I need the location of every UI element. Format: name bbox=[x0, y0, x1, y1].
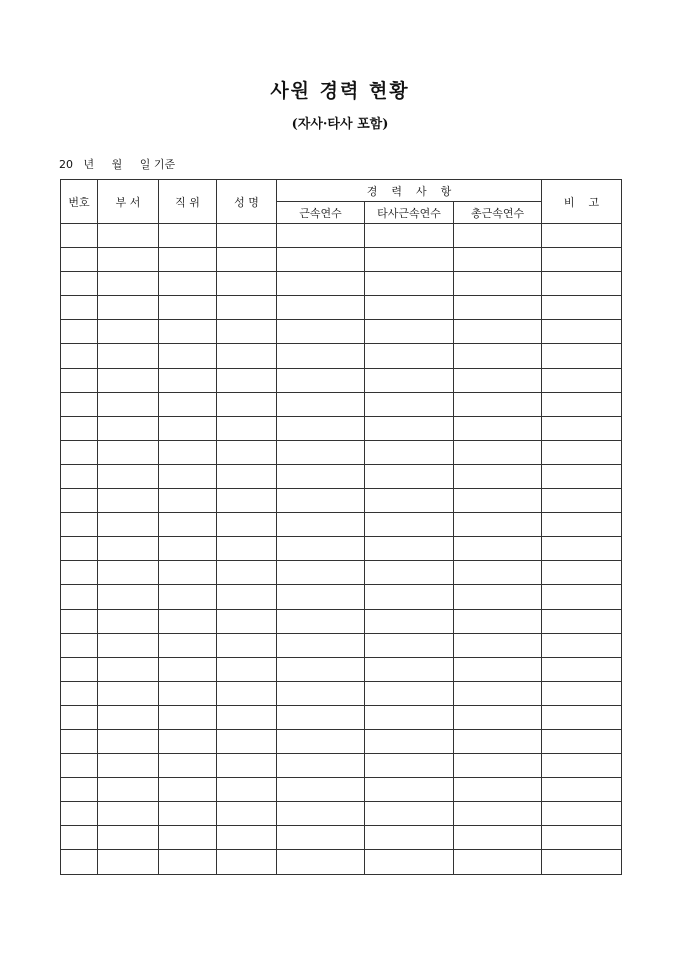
cell-number bbox=[61, 224, 98, 248]
cell-remarks bbox=[542, 272, 622, 296]
cell-other-years bbox=[365, 633, 454, 657]
cell-department bbox=[98, 296, 159, 320]
cell-total-years bbox=[454, 850, 542, 874]
cell-position bbox=[159, 681, 217, 705]
cell-total-years bbox=[454, 754, 542, 778]
table-row bbox=[61, 657, 622, 681]
cell-name bbox=[217, 489, 277, 513]
cell-total-years bbox=[454, 368, 542, 392]
cell-own-years bbox=[277, 392, 365, 416]
cell-remarks bbox=[542, 609, 622, 633]
cell-position bbox=[159, 802, 217, 826]
cell-department bbox=[98, 440, 159, 464]
cell-name bbox=[217, 248, 277, 272]
cell-department bbox=[98, 272, 159, 296]
cell-department bbox=[98, 705, 159, 729]
table-row bbox=[61, 368, 622, 392]
cell-own-years bbox=[277, 657, 365, 681]
cell-own-years bbox=[277, 464, 365, 488]
cell-department bbox=[98, 802, 159, 826]
cell-department bbox=[98, 633, 159, 657]
cell-total-years bbox=[454, 320, 542, 344]
header-own-service-years: 근속연수 bbox=[277, 202, 365, 224]
reference-date-line: 20 년 월 일 기준 bbox=[59, 158, 176, 171]
cell-department bbox=[98, 489, 159, 513]
table-row bbox=[61, 344, 622, 368]
cell-total-years bbox=[454, 489, 542, 513]
table-row bbox=[61, 729, 622, 753]
cell-position bbox=[159, 537, 217, 561]
cell-number bbox=[61, 681, 98, 705]
cell-department bbox=[98, 729, 159, 753]
cell-name bbox=[217, 754, 277, 778]
cell-own-years bbox=[277, 489, 365, 513]
cell-other-years bbox=[365, 368, 454, 392]
cell-other-years bbox=[365, 272, 454, 296]
cell-remarks bbox=[542, 561, 622, 585]
table-row bbox=[61, 513, 622, 537]
cell-number bbox=[61, 464, 98, 488]
cell-remarks bbox=[542, 681, 622, 705]
cell-total-years bbox=[454, 344, 542, 368]
table-row bbox=[61, 754, 622, 778]
cell-own-years bbox=[277, 705, 365, 729]
cell-name bbox=[217, 320, 277, 344]
cell-own-years bbox=[277, 754, 365, 778]
cell-number bbox=[61, 705, 98, 729]
cell-name bbox=[217, 537, 277, 561]
cell-total-years bbox=[454, 705, 542, 729]
cell-total-years bbox=[454, 272, 542, 296]
cell-name bbox=[217, 585, 277, 609]
table-row bbox=[61, 705, 622, 729]
cell-position bbox=[159, 826, 217, 850]
cell-department bbox=[98, 537, 159, 561]
table-row bbox=[61, 464, 622, 488]
cell-name bbox=[217, 657, 277, 681]
table-row bbox=[61, 537, 622, 561]
cell-other-years bbox=[365, 585, 454, 609]
cell-remarks bbox=[542, 850, 622, 874]
cell-department bbox=[98, 416, 159, 440]
cell-position bbox=[159, 392, 217, 416]
cell-position bbox=[159, 657, 217, 681]
cell-other-years bbox=[365, 440, 454, 464]
cell-remarks bbox=[542, 513, 622, 537]
table-row bbox=[61, 392, 622, 416]
table-row bbox=[61, 440, 622, 464]
cell-remarks bbox=[542, 320, 622, 344]
cell-remarks bbox=[542, 778, 622, 802]
cell-remarks bbox=[542, 585, 622, 609]
cell-name bbox=[217, 609, 277, 633]
cell-position bbox=[159, 248, 217, 272]
cell-other-years bbox=[365, 320, 454, 344]
cell-name bbox=[217, 729, 277, 753]
document-subtitle: (자사·타사 포함) bbox=[291, 117, 389, 132]
cell-number bbox=[61, 513, 98, 537]
cell-number bbox=[61, 440, 98, 464]
cell-name bbox=[217, 368, 277, 392]
cell-own-years bbox=[277, 416, 365, 440]
cell-department bbox=[98, 368, 159, 392]
cell-position bbox=[159, 729, 217, 753]
cell-department bbox=[98, 248, 159, 272]
cell-remarks bbox=[542, 537, 622, 561]
cell-name bbox=[217, 440, 277, 464]
cell-position bbox=[159, 754, 217, 778]
cell-own-years bbox=[277, 224, 365, 248]
cell-department bbox=[98, 224, 159, 248]
cell-remarks bbox=[542, 344, 622, 368]
document-title: 사원 경력 현황 bbox=[270, 80, 410, 102]
cell-total-years bbox=[454, 392, 542, 416]
cell-own-years bbox=[277, 513, 365, 537]
cell-other-years bbox=[365, 850, 454, 874]
cell-other-years bbox=[365, 224, 454, 248]
cell-position bbox=[159, 705, 217, 729]
cell-department bbox=[98, 513, 159, 537]
cell-position bbox=[159, 561, 217, 585]
cell-remarks bbox=[542, 802, 622, 826]
cell-number bbox=[61, 729, 98, 753]
cell-own-years bbox=[277, 585, 365, 609]
cell-own-years bbox=[277, 537, 365, 561]
cell-number bbox=[61, 657, 98, 681]
cell-position bbox=[159, 416, 217, 440]
cell-number bbox=[61, 272, 98, 296]
table-row bbox=[61, 802, 622, 826]
cell-name bbox=[217, 296, 277, 320]
cell-total-years bbox=[454, 537, 542, 561]
cell-own-years bbox=[277, 296, 365, 320]
cell-name bbox=[217, 513, 277, 537]
cell-other-years bbox=[365, 513, 454, 537]
cell-total-years bbox=[454, 296, 542, 320]
cell-own-years bbox=[277, 609, 365, 633]
cell-name bbox=[217, 778, 277, 802]
cell-number bbox=[61, 416, 98, 440]
table-row bbox=[61, 585, 622, 609]
cell-name bbox=[217, 344, 277, 368]
header-number: 번호 bbox=[61, 180, 98, 224]
cell-other-years bbox=[365, 802, 454, 826]
table-header bbox=[61, 180, 622, 224]
cell-total-years bbox=[454, 826, 542, 850]
cell-other-years bbox=[365, 609, 454, 633]
cell-number bbox=[61, 320, 98, 344]
cell-remarks bbox=[542, 248, 622, 272]
cell-position bbox=[159, 850, 217, 874]
cell-number bbox=[61, 850, 98, 874]
cell-other-years bbox=[365, 729, 454, 753]
cell-name bbox=[217, 802, 277, 826]
cell-department bbox=[98, 754, 159, 778]
cell-own-years bbox=[277, 561, 365, 585]
cell-name bbox=[217, 272, 277, 296]
header-department: 부 서 bbox=[98, 180, 159, 224]
cell-name bbox=[217, 681, 277, 705]
cell-number bbox=[61, 633, 98, 657]
cell-remarks bbox=[542, 224, 622, 248]
table-row bbox=[61, 609, 622, 633]
cell-position bbox=[159, 272, 217, 296]
cell-own-years bbox=[277, 802, 365, 826]
cell-name bbox=[217, 633, 277, 657]
cell-other-years bbox=[365, 537, 454, 561]
cell-number bbox=[61, 489, 98, 513]
cell-remarks bbox=[542, 657, 622, 681]
cell-position bbox=[159, 368, 217, 392]
cell-own-years bbox=[277, 729, 365, 753]
header-remarks: 비 고 bbox=[542, 180, 622, 224]
cell-department bbox=[98, 344, 159, 368]
cell-department bbox=[98, 464, 159, 488]
cell-other-years bbox=[365, 657, 454, 681]
cell-name bbox=[217, 850, 277, 874]
cell-own-years bbox=[277, 826, 365, 850]
cell-number bbox=[61, 609, 98, 633]
cell-number bbox=[61, 296, 98, 320]
cell-number bbox=[61, 537, 98, 561]
cell-name bbox=[217, 392, 277, 416]
cell-own-years bbox=[277, 248, 365, 272]
cell-remarks bbox=[542, 464, 622, 488]
cell-remarks bbox=[542, 416, 622, 440]
cell-total-years bbox=[454, 464, 542, 488]
cell-number bbox=[61, 248, 98, 272]
cell-other-years bbox=[365, 489, 454, 513]
cell-other-years bbox=[365, 464, 454, 488]
table-row bbox=[61, 561, 622, 585]
cell-number bbox=[61, 585, 98, 609]
cell-other-years bbox=[365, 754, 454, 778]
cell-number bbox=[61, 802, 98, 826]
table-row bbox=[61, 224, 622, 248]
cell-other-years bbox=[365, 296, 454, 320]
cell-remarks bbox=[542, 633, 622, 657]
cell-other-years bbox=[365, 416, 454, 440]
cell-position bbox=[159, 585, 217, 609]
cell-remarks bbox=[542, 392, 622, 416]
cell-position bbox=[159, 513, 217, 537]
cell-number bbox=[61, 368, 98, 392]
cell-name bbox=[217, 224, 277, 248]
cell-department bbox=[98, 561, 159, 585]
cell-own-years bbox=[277, 320, 365, 344]
cell-total-years bbox=[454, 729, 542, 753]
cell-own-years bbox=[277, 440, 365, 464]
cell-total-years bbox=[454, 585, 542, 609]
cell-department bbox=[98, 826, 159, 850]
cell-name bbox=[217, 561, 277, 585]
career-table bbox=[60, 179, 622, 875]
cell-position bbox=[159, 224, 217, 248]
cell-number bbox=[61, 826, 98, 850]
cell-position bbox=[159, 344, 217, 368]
cell-name bbox=[217, 416, 277, 440]
cell-remarks bbox=[542, 729, 622, 753]
cell-name bbox=[217, 705, 277, 729]
cell-total-years bbox=[454, 416, 542, 440]
cell-name bbox=[217, 464, 277, 488]
cell-name bbox=[217, 826, 277, 850]
cell-department bbox=[98, 657, 159, 681]
cell-remarks bbox=[542, 489, 622, 513]
cell-own-years bbox=[277, 778, 365, 802]
table-row bbox=[61, 272, 622, 296]
cell-total-years bbox=[454, 681, 542, 705]
cell-own-years bbox=[277, 272, 365, 296]
header-other-company-years: 타사근속연수 bbox=[365, 202, 454, 224]
table-row bbox=[61, 248, 622, 272]
cell-total-years bbox=[454, 513, 542, 537]
header-position: 직 위 bbox=[159, 180, 217, 224]
header-name: 성 명 bbox=[217, 180, 277, 224]
table-row bbox=[61, 681, 622, 705]
cell-department bbox=[98, 609, 159, 633]
table-row bbox=[61, 850, 622, 874]
cell-remarks bbox=[542, 705, 622, 729]
cell-department bbox=[98, 850, 159, 874]
cell-other-years bbox=[365, 778, 454, 802]
cell-position bbox=[159, 320, 217, 344]
table-row bbox=[61, 633, 622, 657]
cell-position bbox=[159, 489, 217, 513]
cell-own-years bbox=[277, 344, 365, 368]
cell-remarks bbox=[542, 826, 622, 850]
cell-other-years bbox=[365, 705, 454, 729]
table-row bbox=[61, 489, 622, 513]
cell-other-years bbox=[365, 561, 454, 585]
cell-other-years bbox=[365, 826, 454, 850]
cell-other-years bbox=[365, 248, 454, 272]
table-body bbox=[61, 224, 622, 875]
cell-remarks bbox=[542, 754, 622, 778]
cell-number bbox=[61, 754, 98, 778]
cell-total-years bbox=[454, 609, 542, 633]
cell-position bbox=[159, 609, 217, 633]
cell-number bbox=[61, 778, 98, 802]
cell-position bbox=[159, 633, 217, 657]
cell-position bbox=[159, 296, 217, 320]
header-total-service-years: 총근속연수 bbox=[454, 202, 542, 224]
cell-remarks bbox=[542, 440, 622, 464]
cell-department bbox=[98, 585, 159, 609]
cell-own-years bbox=[277, 368, 365, 392]
table-row bbox=[61, 416, 622, 440]
cell-other-years bbox=[365, 392, 454, 416]
cell-remarks bbox=[542, 296, 622, 320]
cell-own-years bbox=[277, 850, 365, 874]
cell-number bbox=[61, 392, 98, 416]
cell-department bbox=[98, 778, 159, 802]
cell-own-years bbox=[277, 633, 365, 657]
cell-total-years bbox=[454, 224, 542, 248]
cell-position bbox=[159, 464, 217, 488]
table-row bbox=[61, 296, 622, 320]
cell-department bbox=[98, 320, 159, 344]
cell-total-years bbox=[454, 657, 542, 681]
cell-total-years bbox=[454, 633, 542, 657]
cell-department bbox=[98, 392, 159, 416]
cell-remarks bbox=[542, 368, 622, 392]
cell-other-years bbox=[365, 681, 454, 705]
cell-total-years bbox=[454, 778, 542, 802]
table-row bbox=[61, 320, 622, 344]
cell-other-years bbox=[365, 344, 454, 368]
cell-total-years bbox=[454, 561, 542, 585]
table-row bbox=[61, 826, 622, 850]
cell-total-years bbox=[454, 440, 542, 464]
header-career-group: 경 력 사 항 bbox=[277, 180, 542, 202]
cell-number bbox=[61, 344, 98, 368]
cell-department bbox=[98, 681, 159, 705]
table-row bbox=[61, 778, 622, 802]
cell-position bbox=[159, 778, 217, 802]
cell-total-years bbox=[454, 248, 542, 272]
cell-position bbox=[159, 440, 217, 464]
cell-own-years bbox=[277, 681, 365, 705]
cell-total-years bbox=[454, 802, 542, 826]
cell-number bbox=[61, 561, 98, 585]
